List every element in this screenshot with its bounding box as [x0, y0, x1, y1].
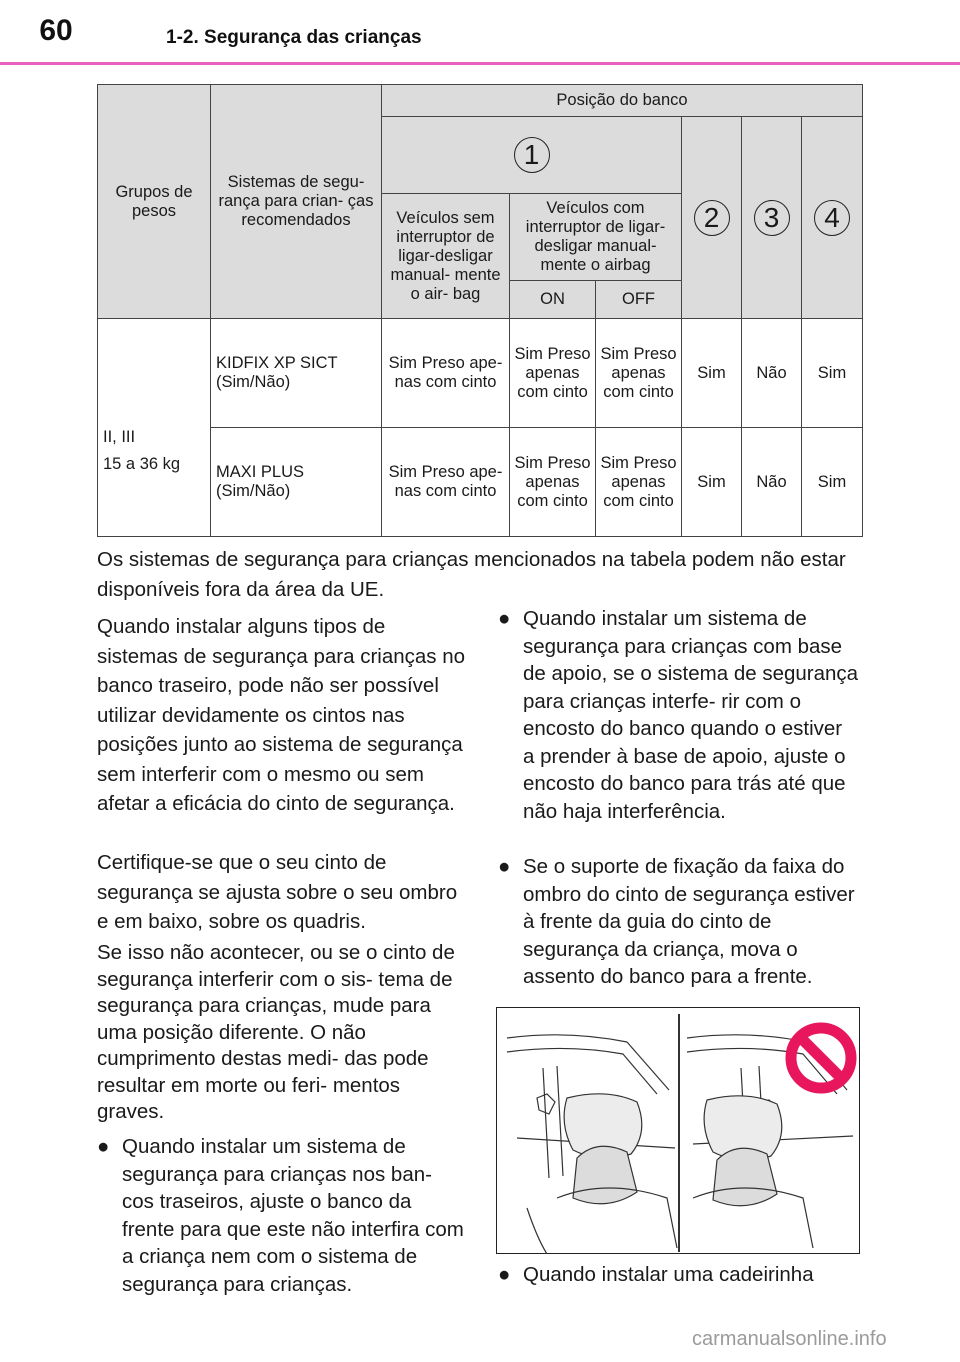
header-seat-position: Posição do banco — [382, 85, 863, 117]
header-with-switch: Veículos com interruptor de ligar- desligar manual- mente o airbag — [510, 194, 682, 281]
bullet-icon: ● — [498, 1263, 511, 1286]
table-row — [98, 428, 863, 537]
pos2: Sim — [682, 428, 742, 537]
bullet-text: Se o suporte de fixação da faixa do ombro do cinto de segurança estiver à frente da guia do cinto de segurança da criança, mova o assento do banco para a frente. — [523, 855, 855, 988]
paragraph-warning: Se isso não acontecer, ou se o cinto de segurança interferir com o sis- tema de segurança para crianças, mude para uma posição diferente. O não cumprimento destas medi- das pode resultar em morte ou feri- mentos graves. — [97, 941, 455, 1123]
system-name: MAXI PLUS (Sim/Não) — [211, 428, 382, 537]
bullet-icon: ● — [498, 855, 511, 878]
table-row — [98, 319, 863, 428]
prohibition-icon — [791, 1028, 851, 1088]
header-weight-groups: Grupos de pesos — [98, 85, 211, 319]
pos1-on: Sim Preso apenas com cinto — [510, 319, 596, 428]
seat-number-3: 3 — [754, 200, 790, 236]
pos1-no-switch: Sim Preso ape- nas com cinto — [382, 428, 510, 537]
pos3: Não — [742, 428, 802, 537]
bullet-icon: ● — [97, 1135, 110, 1158]
pos1-off: Sim Preso apenas com cinto — [596, 428, 682, 537]
bullet-icon: ● — [498, 607, 511, 630]
list-item — [498, 853, 860, 988]
seat-4-header — [802, 117, 863, 319]
pos3: Não — [742, 319, 802, 428]
illustration-svg — [497, 1008, 860, 1254]
weight-group-range: 15 a 36 kg — [103, 454, 181, 473]
paragraph-belt-fit: Certifique-se que o seu cinto de segurança se ajusta sobre o seu ombro e em baixo, sobre os quadris. — [97, 851, 458, 933]
header-systems: Sistemas de segu- rança para crian- ças recomendados — [211, 85, 382, 319]
pos1-on: Sim Preso apenas com cinto — [510, 428, 596, 537]
table-note: Os sistemas de segurança para crianças mencionados na tabela podem não estar disponíveis fora da área da UE. — [97, 548, 846, 601]
pos4: Sim — [802, 319, 863, 428]
list-item — [97, 1133, 469, 1296]
pos1-off: Sim Preso apenas com cinto — [596, 319, 682, 428]
page-header — [0, 0, 960, 66]
seat-number-2: 2 — [694, 200, 730, 236]
seat-1-header — [382, 117, 682, 194]
bullet-text: Quando instalar um sistema de segurança para crianças nos ban- cos traseiros, ajuste o banco da frente para que este não interfira com a criança nem com o sistema de segurança para crianças. — [122, 1135, 464, 1296]
footer-watermark[interactable]: carmanualsonline.info — [692, 1328, 887, 1350]
pos1-no-switch: Sim Preso ape- nas com cinto — [382, 319, 510, 428]
header-without-switch: Veículos sem interruptor de ligar-desligar manual- mente o air- bag — [382, 194, 510, 319]
pos2: Sim — [682, 319, 742, 428]
seat-3-header — [742, 117, 802, 319]
weight-group-class: II, III — [103, 427, 136, 446]
weight-group-cell — [98, 319, 211, 537]
list-item — [498, 605, 860, 850]
header-rule — [0, 62, 960, 65]
seat-2-header — [682, 117, 742, 319]
section-title: 1-2. Segurança das crianças — [166, 27, 422, 48]
system-name: KIDFIX XP SICT (Sim/Não) — [211, 319, 382, 428]
paragraph-installation: Quando instalar alguns tipos de sistemas de segurança para crianças no banco traseiro, pode não ser possível utilizar devidamente os cintos nas posições junto ao sistema de segurança sem interferir com o mesmo ou sem afetar a eficácia do cinto de segurança. — [97, 615, 466, 815]
page-number: 60 — [39, 14, 73, 47]
header-on: ON — [510, 281, 596, 319]
header-off: OFF — [596, 281, 682, 319]
pos4: Sim — [802, 428, 863, 537]
seat-number-4: 4 — [814, 200, 850, 236]
seat-position-table — [97, 84, 863, 537]
bullet-text: Quando instalar uma cadeirinha — [523, 1263, 814, 1286]
list-item — [498, 1261, 860, 1291]
seat-installation-illustration — [496, 1007, 860, 1254]
seat-number-1: 1 — [514, 137, 550, 173]
bullet-text: Quando instalar um sistema de segurança para crianças com base de apoio, se o sistema de segurança para crianças interfe- rir com o encosto do banco quando o estiver a prender à base de apoio, ajuste o encosto do banco para trás até que não haja interferência. — [523, 607, 859, 823]
